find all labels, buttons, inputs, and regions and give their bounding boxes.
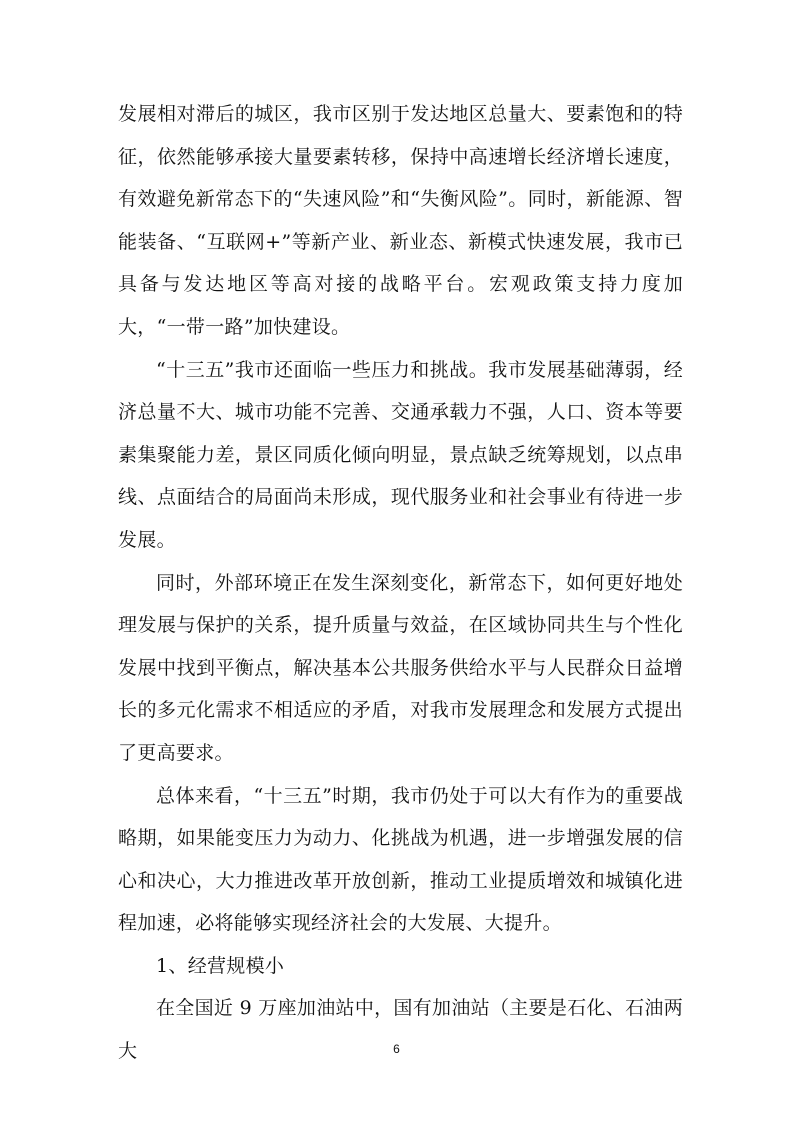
paragraph-gas-stations: 在全国近 9 万座加油站中，国有加油站（主要是石化、石油两大 — [118, 997, 683, 1063]
paragraph-challenges: “十三五”我市还面临一些压力和挑战。我市发展基础薄弱，经济总量不大、城市功能不完善、交通承载力不强，人口、资本等要素集聚能力差，景区同质化倾向明显，景点缺乏统筹规划，以点串线、点面结合的局面尚未形成，现代服务业和社会事业有待进一步发展。 — [118, 358, 683, 551]
body-text — [118, 93, 683, 1073]
paragraph-continuation: 发展相对滞后的城区，我市区别于发达地区总量大、要素饱和的特征，依然能够承接大量要素转移，保持中高速增长经济增长速度，有效避免新常态下的“失速风险”和“失衡风险”。同时，新能源、智能装备、“互联网+”等新产业、新业态、新模式快速发展，我市已具备与发达地区等高对接的战略平台。宏观政策支持力度加大，“一带一路”加快建设。 — [118, 103, 683, 338]
section-heading: 1、经营规模小 — [156, 954, 285, 977]
paragraph-overall-outlook: 总体来看，“十三五”时期，我市仍处于可以大有作为的重要战略期，如果能变压力为动力、化挑战为机遇，进一步增强发展的信心和决心，大力推进改革开放创新，推动工业提质增效和城镇化进程加速，必将能够实现经济社会的大发展、大提升。 — [118, 784, 683, 935]
paragraph-external-environment: 同时，外部环境正在发生深刻变化，新常态下，如何更好地处理发展与保护的关系，提升质量与效益，在区域协同共生与个性化发展中找到平衡点，解决基本公共服务供给水平与人民群众日益增长的多元化需求不相适应的矛盾，对我市发展理念和发展方式提出了更高要求。 — [118, 571, 683, 764]
page-number: 6 — [393, 1042, 400, 1056]
